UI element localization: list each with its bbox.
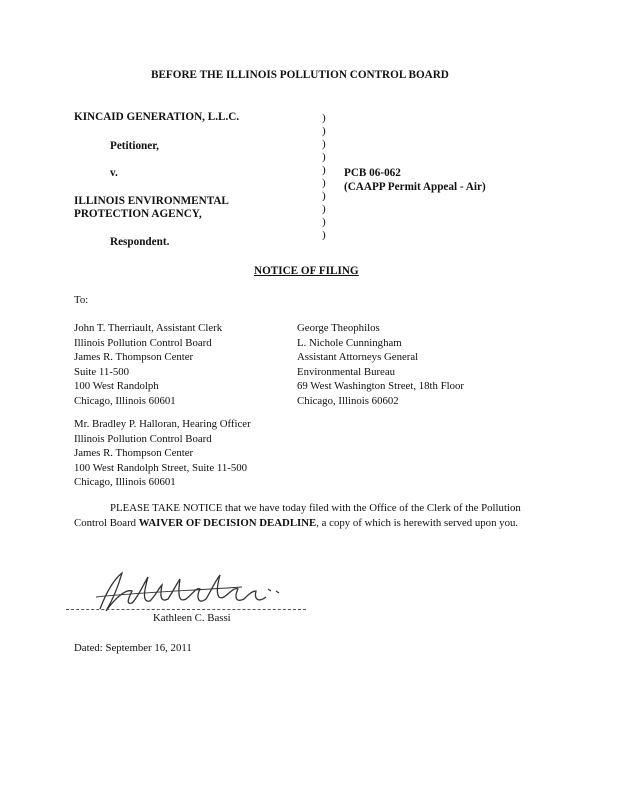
address-line: Assistant Attorneys General	[297, 351, 419, 363]
paren-mark: )	[322, 203, 326, 215]
notice-body-paragraph	[74, 501, 544, 530]
address-line: John T. Therriault, Assistant Clerk	[74, 322, 223, 334]
paren-mark: )	[322, 138, 326, 150]
paren-mark: )	[322, 112, 326, 124]
address-line: James R. Thompson Center	[74, 447, 194, 459]
address-line: 69 West Washington Street, 18th Floor	[297, 380, 465, 392]
versus-label: v.	[110, 167, 118, 179]
paren-mark: )	[322, 151, 326, 163]
address-line: Chicago, Illinois 60601	[74, 394, 176, 407]
respondent-name-line1: ILLINOIS ENVIRONMENTAL	[74, 195, 229, 207]
address-line: Chicago, Illinois 60602	[297, 394, 399, 407]
address-line: Mr. Bradley P. Halloran, Hearing Officer	[74, 418, 251, 430]
dated-line: Dated: September 16, 2011	[74, 642, 192, 654]
notice-body-part2: , a copy of which is herewith served upon you.	[316, 516, 519, 529]
paren-mark: )	[322, 125, 326, 137]
address-line: Illinois Pollution Control Board	[74, 336, 212, 349]
address-line: James R. Thompson Center	[74, 351, 194, 363]
recipient-attorneys-address	[297, 321, 464, 408]
address-line: Illinois Pollution Control Board	[74, 432, 212, 445]
paren-mark: )	[322, 177, 326, 189]
address-line: L. Nichole Cunningham	[297, 336, 402, 349]
paren-mark: )	[322, 164, 326, 176]
address-line: 100 West Randolph	[74, 380, 159, 392]
recipient-hearing-officer-address	[74, 417, 251, 490]
address-line: 100 West Randolph Street, Suite 11-500	[74, 461, 248, 474]
address-line: Environmental Bureau	[297, 365, 396, 378]
document-heading: BEFORE THE ILLINOIS POLLUTION CONTROL BOARD	[151, 69, 449, 81]
petitioner-name: KINCAID GENERATION, L.L.C.	[74, 111, 240, 123]
paren-mark: )	[322, 229, 326, 241]
to-label: To:	[74, 294, 89, 306]
signature-line	[66, 609, 306, 610]
notice-title: NOTICE OF FILING	[254, 265, 359, 277]
address-line: Chicago, Illinois 60601	[74, 476, 176, 488]
handwritten-signature	[92, 567, 292, 615]
respondent-name-line2: PROTECTION AGENCY,	[74, 208, 202, 220]
paren-mark: )	[322, 216, 326, 228]
paren-mark: )	[322, 190, 326, 202]
case-type: (CAAPP Permit Appeal - Air)	[344, 181, 486, 193]
recipient-clerk-address	[74, 321, 222, 408]
petitioner-role: Petitioner,	[110, 140, 159, 152]
filing-title: WAIVER OF DECISION DEADLINE	[138, 516, 317, 529]
signer-name: Kathleen C. Bassi	[153, 612, 231, 624]
address-line: Suite 11-500	[74, 365, 130, 378]
caption-parentheses	[322, 112, 332, 242]
address-line: George Theophilos	[297, 322, 380, 334]
case-number: PCB 06-062	[344, 167, 401, 179]
notice-body-part1: PLEASE TAKE NOTICE that we have today filed with the Office of the Clerk of the Pollution Control Board	[74, 502, 521, 529]
respondent-role: Respondent.	[110, 236, 170, 248]
